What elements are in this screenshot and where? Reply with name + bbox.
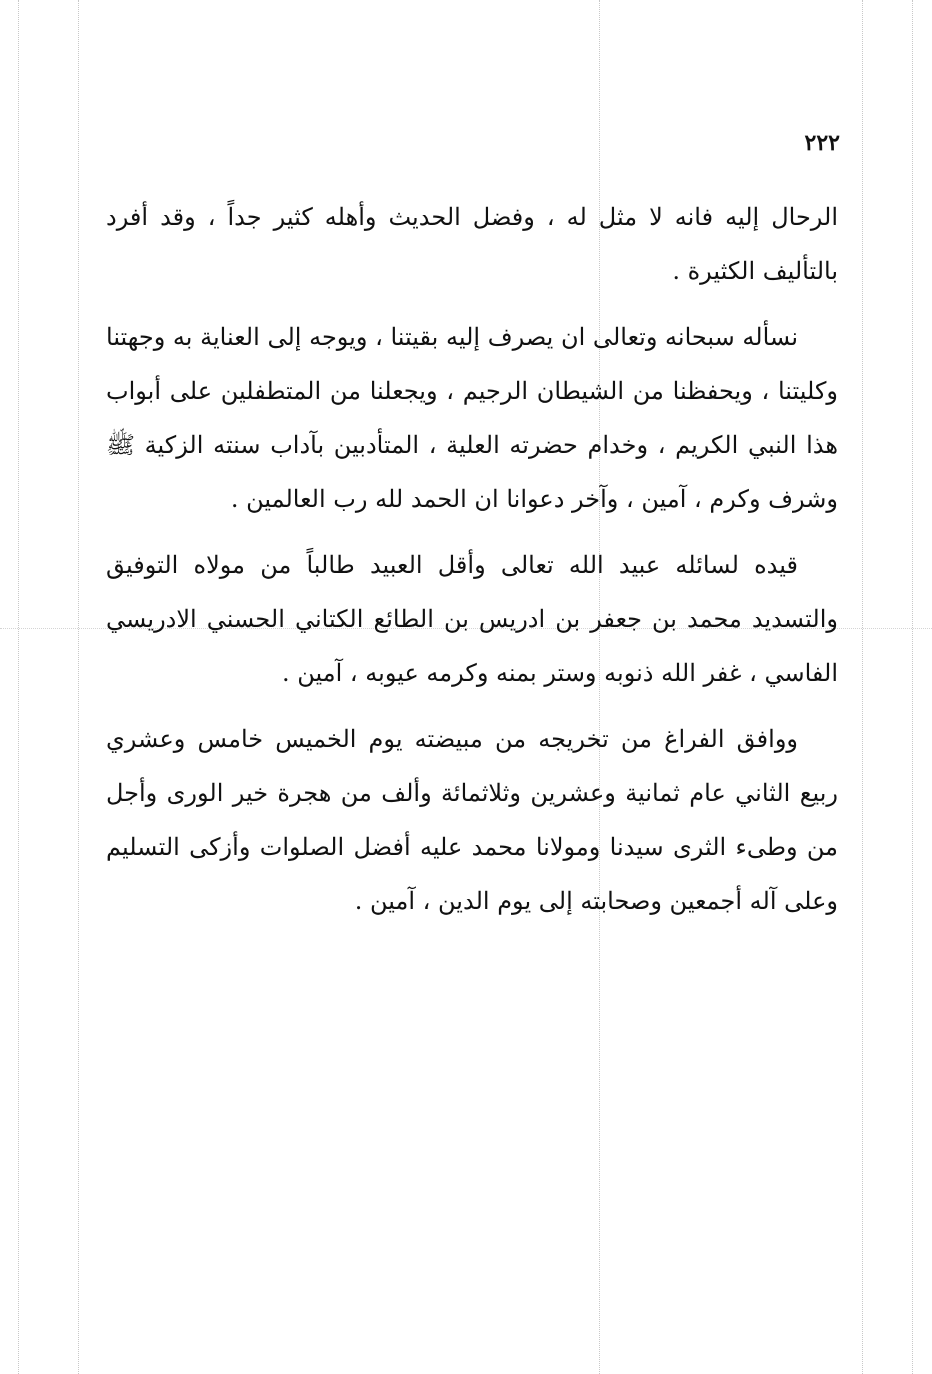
paragraph: ووافق الفراغ من تخريجه من مبيضته يوم الخميس خامس وعشري ربيع الثاني عام ثمانية وعشرين وثلاثمائة وألف من هجرة خير الورى وأجل من وطىء الثرى سيدنا ومولانا محمد عليه أفضل الصلوات وأزكى التسليم وعلى آله أجمعين وصحابته إلى يوم الدين ، آمين . [106,725,838,915]
dotted-guide-line [862,0,863,1374]
paragraph: قيده لسائله عبيد الله تعالى وأقل العبيد طالباً من مولاه التوفيق والتسديد محمد بن جعفر بن ادريس بن الطائع الكتاني الحسني الادريسي الفاسي ، غفر الله ذنوبه وستر بمنه وكرمه عيوبه ، آمين . [106,551,838,687]
page-number: ٢٢٢ [804,130,840,156]
dotted-guide-line [912,0,913,1374]
paragraph: نسأله سبحانه وتعالى ان يصرف إليه بقيتنا ، ويوجه إلى العناية به وجهتنا وكليتنا ، ويحفظنا من الشيطان الرجيم ، ويجعلنا من المتطفلين على أبواب هذا النبي الكريم ، وخدام حضرته العلية ، المتأدبين بآداب سنته الزكية ﷺ وشرف وكرم ، آمين ، وآخر دعوانا ان الحمد لله رب العالمين . [106,323,838,513]
body-text [106,190,838,928]
dotted-guide-line [18,0,19,1374]
dotted-guide-line [78,0,79,1374]
paragraph: الرحال إليه فانه لا مثل له ، وفضل الحديث وأهله كثير جداً ، وقد أفرد بالتأليف الكثيرة . [106,203,838,285]
